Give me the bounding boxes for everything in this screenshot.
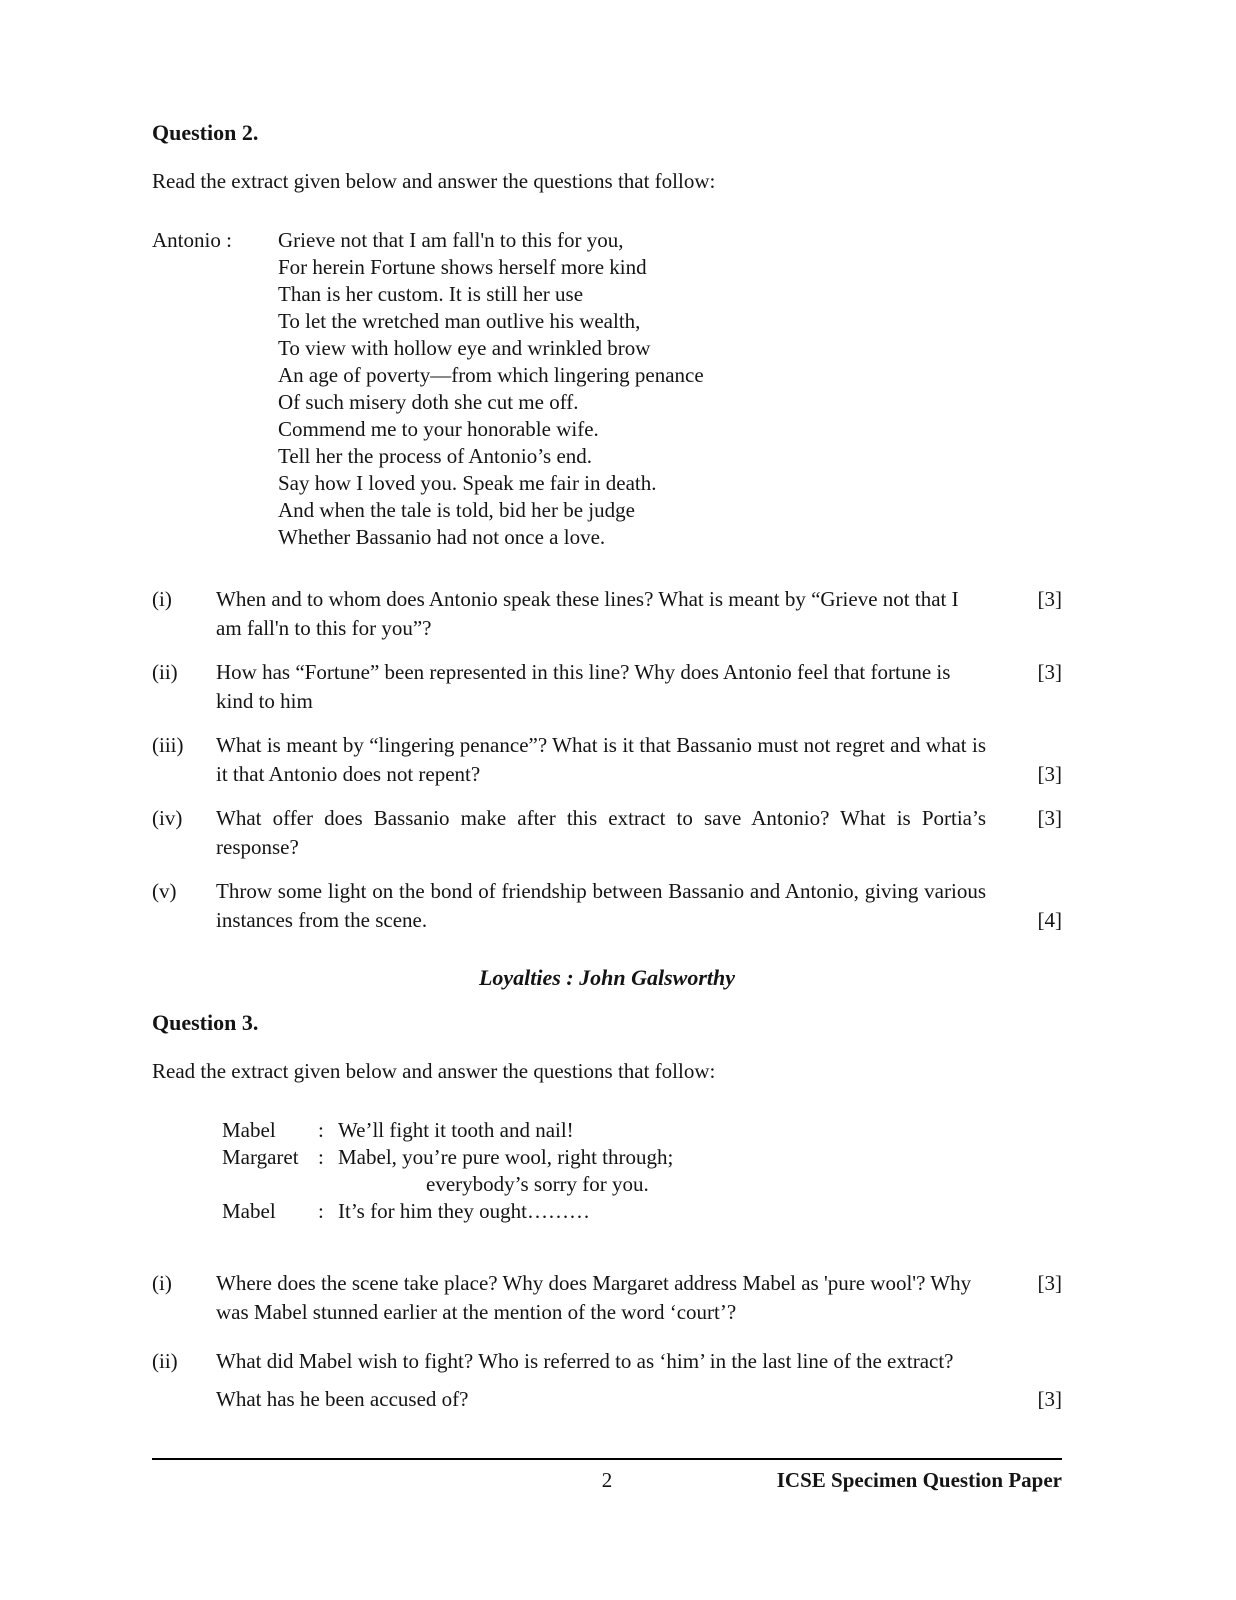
question-row [152, 731, 1062, 789]
question-marks: [3] [1037, 1387, 1062, 1411]
dialogue-text: It’s for him they ought……… [338, 1199, 590, 1223]
dialogue-text: We’ll fight it tooth and nail! [338, 1118, 574, 1142]
extract-line: An age of poverty—from which lingering penance [278, 363, 704, 387]
extract-line: To view with hollow eye and wrinkled brow [278, 336, 651, 360]
dialogue-colon: : [318, 1145, 324, 1169]
dialogue-colon: : [318, 1199, 324, 1223]
extract-line: Say how I loved you. Speak me fair in death. [278, 471, 657, 495]
question-number: (iv) [152, 806, 183, 830]
extract-line: For herein Fortune shows herself more kind [278, 255, 647, 279]
question-marks: [3] [1037, 660, 1062, 684]
extract-line: To let the wretched man outlive his wealth, [278, 309, 641, 333]
extract-line: And when the tale is told, bid her be judge [278, 498, 635, 522]
question-text: What did Mabel wish to fight? Who is referred to as ‘him’ in the last line of the extract? What has he been accused of? [216, 1349, 954, 1411]
dialogue-colon: : [318, 1118, 324, 1142]
question-text: What offer does Bassanio make after this extract to save Antonio? What is Portia’s response? [216, 806, 986, 859]
dialogue-row [222, 1117, 1062, 1144]
footer [152, 1458, 1062, 1498]
question-2-list [152, 585, 1062, 935]
question-2-intro: Read the extract given below and answer the questions that follow: [152, 169, 716, 193]
extract-line: Grieve not that I am fall'n to this for you, [278, 228, 624, 252]
question-text: Throw some light on the bond of friendship between Bassanio and Antonio, giving various instances from the scene. [216, 879, 986, 932]
question-number: (i) [152, 587, 172, 611]
question-3-intro: Read the extract given below and answer the questions that follow: [152, 1059, 716, 1083]
question-text: What is meant by “lingering penance”? What is it that Bassanio must not regret and what is it that Antonio does not repent? [216, 733, 986, 786]
extract-line: Whether Bassanio had not once a love. [278, 525, 606, 549]
dialogue-block [222, 1117, 1062, 1225]
question-row [152, 658, 1062, 716]
question-text: Where does the scene take place? Why does Margaret address Mabel as 'pure wool'? Why was Mabel stunned earlier at the mention of the word ‘court’? [216, 1271, 972, 1324]
question-number: (iii) [152, 733, 184, 757]
question-row [152, 804, 1062, 862]
question-row [152, 1342, 1062, 1418]
antonio-extract [152, 227, 1062, 551]
question-2-heading: Question 2. [152, 120, 259, 145]
dialogue-text: Mabel, you’re pure wool, right through; [338, 1145, 674, 1169]
extract-line: Than is her custom. It is still her use [278, 282, 584, 306]
extract-line: Commend me to your honorable wife. [278, 417, 599, 441]
extract-line: Tell her the process of Antonio’s end. [278, 444, 593, 468]
question-2-section [152, 118, 1062, 935]
question-3-section [152, 1008, 1062, 1418]
question-3-list [152, 1269, 1062, 1418]
dialogue-speaker: Mabel [222, 1199, 276, 1223]
question-row [152, 585, 1062, 643]
question-number: (i) [152, 1271, 172, 1295]
question-marks: [3] [1037, 587, 1062, 611]
question-marks: [3] [1037, 1271, 1062, 1295]
page-number: 2 [601, 1468, 613, 1492]
question-marks: [4] [1037, 908, 1062, 932]
question-number: (v) [152, 879, 177, 903]
question-number: (ii) [152, 1349, 178, 1373]
dialogue-speaker: Mabel [222, 1118, 276, 1142]
question-text: How has “Fortune” been represented in this line? Why does Antonio feel that fortune is kind to him [216, 660, 951, 713]
extract-speaker: Antonio : [152, 228, 232, 252]
extract-lines [278, 227, 1062, 551]
section-title-loyalties: Loyalties : John Galsworthy [478, 965, 736, 990]
question-3-heading: Question 3. [152, 1010, 259, 1035]
footer-label: ICSE Specimen Question Paper [776, 1468, 1062, 1492]
dialogue-speaker: Margaret [222, 1145, 299, 1169]
dialogue-row [222, 1144, 1062, 1171]
question-row [152, 1269, 1062, 1327]
question-marks: [3] [1037, 806, 1062, 830]
extract-line: Of such misery doth she cut me off. [278, 390, 579, 414]
question-row [152, 877, 1062, 935]
question-text: When and to whom does Antonio speak these lines? What is meant by “Grieve not that I am fall'n to this for you”? [216, 587, 959, 640]
dialogue-text: everybody’s sorry for you. [426, 1172, 649, 1196]
dialogue-row [222, 1171, 1062, 1198]
dialogue-row [222, 1198, 1062, 1225]
question-marks: [3] [1037, 762, 1062, 786]
question-number: (ii) [152, 660, 178, 684]
